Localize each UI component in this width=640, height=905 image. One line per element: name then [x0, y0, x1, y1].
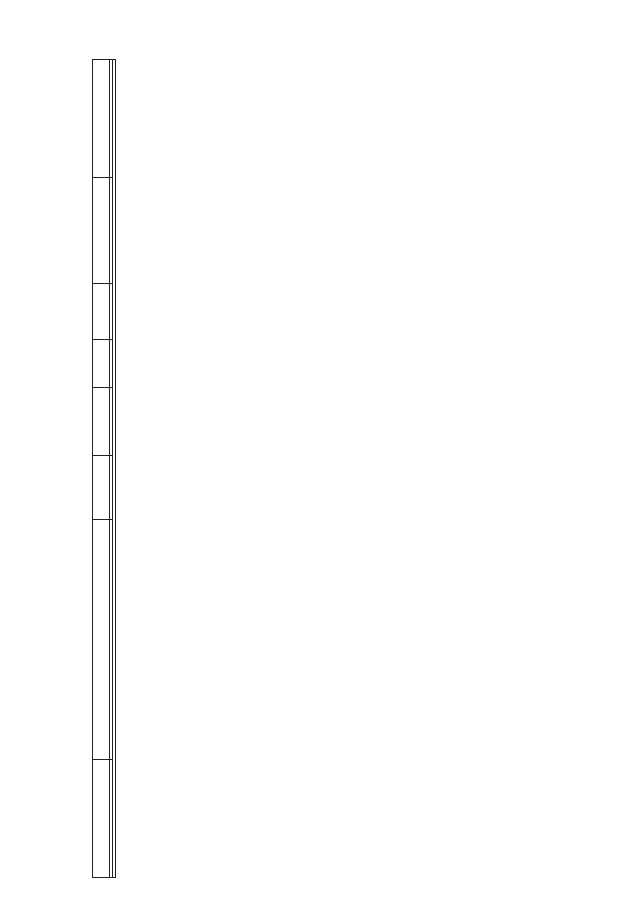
header-cell	[93, 340, 110, 388]
header-cell	[93, 388, 110, 456]
section-title	[113, 60, 116, 878]
header-cell	[93, 760, 110, 878]
header-cell	[93, 456, 110, 520]
header-cell	[93, 284, 110, 340]
header-cell	[93, 520, 110, 760]
roads-table	[92, 59, 116, 878]
section-row	[113, 60, 116, 878]
header-cell	[93, 60, 110, 178]
header-row	[93, 60, 110, 878]
rotated-table-container	[92, 60, 598, 878]
header-cell	[93, 178, 110, 284]
